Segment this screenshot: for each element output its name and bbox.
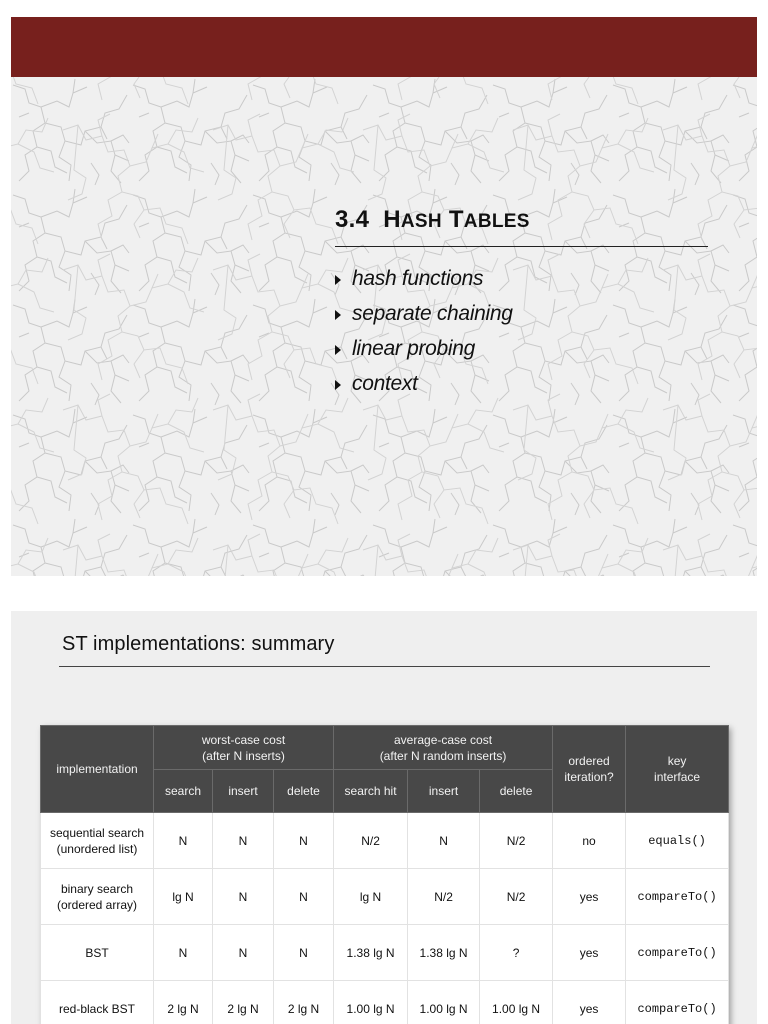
table-row: [41, 981, 729, 1024]
title-banner: [11, 17, 757, 77]
table-cell: equals(): [626, 813, 729, 869]
impl-cell: [41, 869, 154, 925]
table-cell: N/2: [408, 869, 480, 925]
header-insert: insert: [213, 770, 274, 813]
slide-title: ST implementations: summary: [62, 633, 335, 655]
table-cell: 1.38 lg N: [408, 925, 480, 981]
topic-item: [335, 261, 513, 296]
impl-name: BST: [85, 945, 109, 960]
header-worst-case: [154, 726, 334, 770]
summary-table: [40, 725, 729, 1024]
title-word-2-rest: ABLES: [463, 211, 530, 232]
title-word-1-initial: H: [383, 206, 401, 233]
table-cell: 1.00 lg N: [334, 981, 408, 1024]
table-cell: 2 lg N: [274, 981, 334, 1024]
table-cell: N: [213, 925, 274, 981]
table-row: [41, 813, 729, 869]
impl-cell: [41, 981, 154, 1024]
summary-table-container: [40, 725, 728, 1024]
title-word-1-rest: ASH: [400, 211, 442, 232]
header-implementation: implementation: [41, 726, 154, 813]
topic-label: separate chaining: [352, 301, 513, 325]
title-divider: [59, 666, 710, 667]
header-insert: insert: [408, 770, 480, 813]
topic-label: context: [352, 371, 418, 395]
table-cell: ?: [480, 925, 553, 981]
table-cell: compareTo(): [626, 869, 729, 925]
table-cell: N: [213, 869, 274, 925]
triangle-bullet-icon: [335, 380, 341, 390]
header-ordered-iteration: [553, 726, 626, 813]
header-worst-case-line1: worst-case cost: [201, 732, 286, 747]
section-title: [335, 206, 530, 234]
triangle-bullet-icon: [335, 310, 341, 320]
table-cell: yes: [553, 925, 626, 981]
table-cell: compareTo(): [626, 925, 729, 981]
header-delete: delete: [480, 770, 553, 813]
header-average-case: [334, 726, 553, 770]
table-cell: compareTo(): [626, 981, 729, 1024]
header-key-line1: key: [667, 754, 687, 768]
header-search: search: [154, 770, 213, 813]
table-cell: yes: [553, 981, 626, 1024]
table-cell: N: [154, 813, 213, 869]
table-cell: N/2: [480, 813, 553, 869]
table-cell: N/2: [334, 813, 408, 869]
table-cell: N: [408, 813, 480, 869]
table-cell: 1.38 lg N: [334, 925, 408, 981]
table-cell: lg N: [334, 869, 408, 925]
table-cell: N/2: [480, 869, 553, 925]
impl-cell: [41, 813, 154, 869]
table-cell: 2 lg N: [213, 981, 274, 1024]
table-cell: 2 lg N: [154, 981, 213, 1024]
table-cell: N: [274, 925, 334, 981]
triangle-bullet-icon: [335, 345, 341, 355]
table-cell: N: [154, 925, 213, 981]
table-cell: yes: [553, 869, 626, 925]
topic-label: hash functions: [352, 266, 484, 290]
impl-note: (unordered list): [56, 841, 138, 856]
topic-item: [335, 331, 513, 366]
table-cell: 1.00 lg N: [480, 981, 553, 1024]
header-ordered-line2: iteration?: [564, 770, 614, 784]
topic-item: [335, 366, 513, 401]
table-cell: 1.00 lg N: [408, 981, 480, 1024]
header-average-case-line2: (after N random inserts): [379, 748, 507, 763]
header-key-interface: [626, 726, 729, 813]
table-cell: no: [553, 813, 626, 869]
topic-item: [335, 296, 513, 331]
impl-name: sequential search: [49, 825, 145, 840]
table-cell: N: [274, 813, 334, 869]
header-key-line2: interface: [654, 770, 701, 784]
table-cell: N: [213, 813, 274, 869]
summary-slide: [11, 611, 757, 1024]
title-slide: [11, 17, 757, 576]
header-delete: delete: [274, 770, 334, 813]
impl-note: (ordered array): [56, 897, 138, 912]
header-worst-case-line2: (after N inserts): [202, 748, 285, 763]
table-cell: N: [274, 869, 334, 925]
impl-name: red-black BST: [58, 1001, 136, 1016]
header-search-hit: search hit: [334, 770, 408, 813]
header-ordered-line1: ordered: [568, 754, 610, 768]
topic-label: linear probing: [352, 336, 476, 360]
triangle-bullet-icon: [335, 275, 341, 285]
table-row: [41, 925, 729, 981]
topic-list: [335, 261, 513, 401]
title-word-2-initial: T: [448, 206, 464, 233]
header-average-case-line1: average-case cost: [394, 732, 493, 747]
section-number: 3.4: [335, 206, 370, 233]
table-row: [41, 869, 729, 925]
impl-name: binary search: [60, 881, 134, 896]
table-cell: lg N: [154, 869, 213, 925]
title-divider: [335, 246, 708, 247]
impl-cell: [41, 925, 154, 981]
